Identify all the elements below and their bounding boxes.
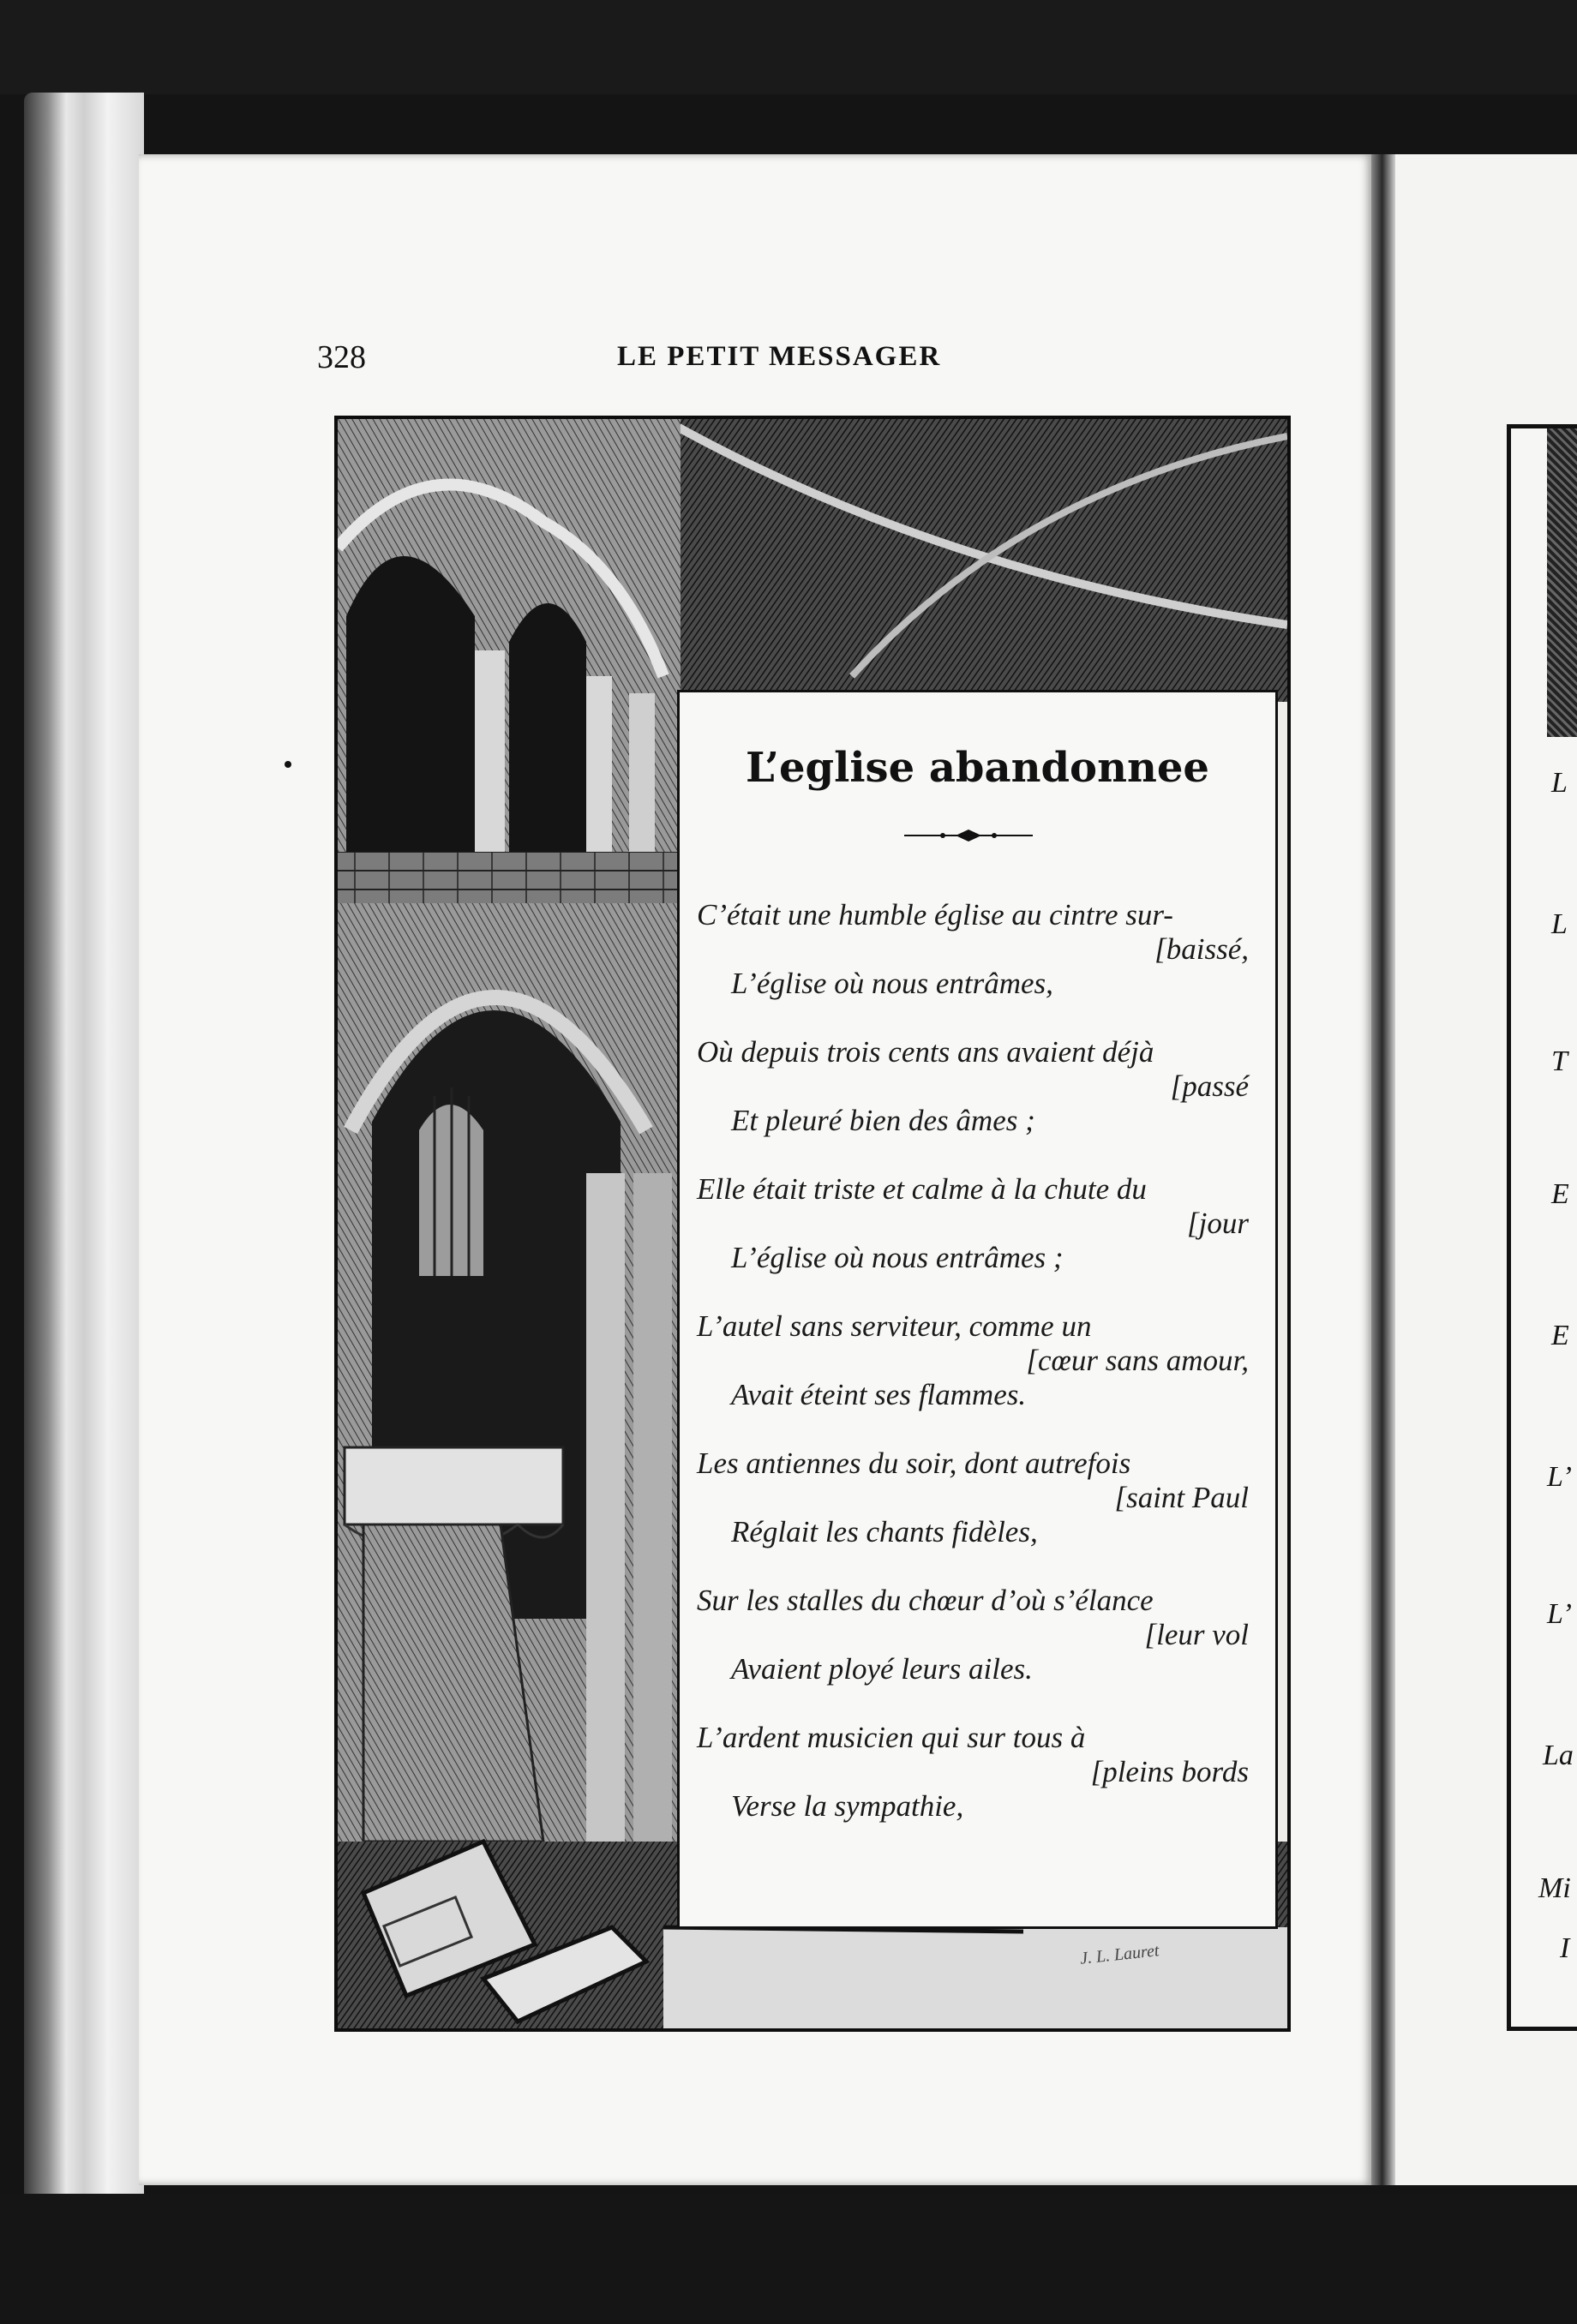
- stanza-line-continuation: [jour: [1187, 1207, 1249, 1240]
- stanza-line: Sur les stalles du chœur d’où s’élance: [697, 1584, 1154, 1617]
- stanza-6: [697, 1584, 1262, 1686]
- title-ornament: [904, 828, 1033, 843]
- right-fragment-5: E: [1551, 1320, 1569, 1351]
- book-gutter: [1371, 154, 1395, 2185]
- stanza-4: [697, 1309, 1262, 1412]
- stanza-line-continuation: [saint Paul: [1114, 1481, 1249, 1514]
- stanza-line-continuation: [cœur sans amour,: [1026, 1344, 1249, 1377]
- stanza-line-indented: Et pleuré bien des âmes ;: [731, 1104, 1035, 1137]
- poem-title: L’eglise abandonnee: [746, 744, 1209, 792]
- stanza-2: [697, 1035, 1262, 1138]
- right-fragment-3: T: [1551, 1045, 1568, 1077]
- stanza-line-continuation: [leur vol: [1144, 1618, 1249, 1651]
- stanza-line-indented: L’église où nous entrâmes ;: [731, 1241, 1064, 1274]
- stanza-line-indented: Avait éteint ses flammes.: [731, 1378, 1027, 1411]
- stanza-line-indented: Verse la sympathie,: [731, 1789, 964, 1823]
- stanza-line-continuation: [baissé,: [1154, 932, 1249, 966]
- right-fragment-1: L: [1551, 767, 1568, 799]
- stanza-1: [697, 898, 1262, 1001]
- poem-panel: [677, 690, 1278, 1929]
- right-fragment-10: I: [1560, 1932, 1570, 1964]
- right-fragment-4: E: [1551, 1178, 1569, 1210]
- right-fragment-6: L’: [1547, 1461, 1572, 1493]
- stanza-line: L’ardent musicien qui sur tous à: [697, 1721, 1086, 1754]
- right-page-illustration-fragment: [1547, 428, 1577, 737]
- right-fragment-9: Mi: [1538, 1872, 1571, 1904]
- stanza-line-indented: Réglait les chants fidèles,: [731, 1515, 1038, 1548]
- stanza-line: C’était une humble église au cintre sur-: [697, 898, 1173, 931]
- book-page-edges: [24, 93, 144, 2201]
- artist-signature: J. L. Lauret: [1079, 1941, 1160, 1968]
- dark-background-top: [0, 0, 1577, 94]
- stanza-line-indented: L’église où nous entrâmes,: [731, 967, 1053, 1000]
- ink-speck: [285, 761, 291, 768]
- page-number: 328: [317, 339, 366, 375]
- stanza-line: Elle était triste et calme à la chute du: [697, 1172, 1147, 1206]
- running-title: LE PETIT MESSAGER: [617, 341, 942, 372]
- stanza-line: L’autel sans serviteur, comme un: [697, 1309, 1092, 1343]
- stanza-line: Où depuis trois cents ans avaient déjà: [697, 1035, 1154, 1069]
- right-fragment-8: La: [1543, 1740, 1574, 1771]
- stanza-line: Les antiennes du soir, dont autrefois: [697, 1447, 1131, 1480]
- stanza-line-continuation: [passé: [1170, 1069, 1249, 1103]
- dark-background-bottom: [0, 2194, 1577, 2324]
- stanza-line-indented: Avaient ployé leurs ailes.: [731, 1652, 1033, 1686]
- stanza-5: [697, 1447, 1262, 1549]
- stanza-3: [697, 1172, 1262, 1275]
- right-fragment-7: L’: [1547, 1598, 1572, 1630]
- right-fragment-2: L: [1551, 908, 1568, 940]
- stanza-7: [697, 1721, 1262, 1824]
- stanza-line-continuation: [pleins bords: [1090, 1755, 1249, 1788]
